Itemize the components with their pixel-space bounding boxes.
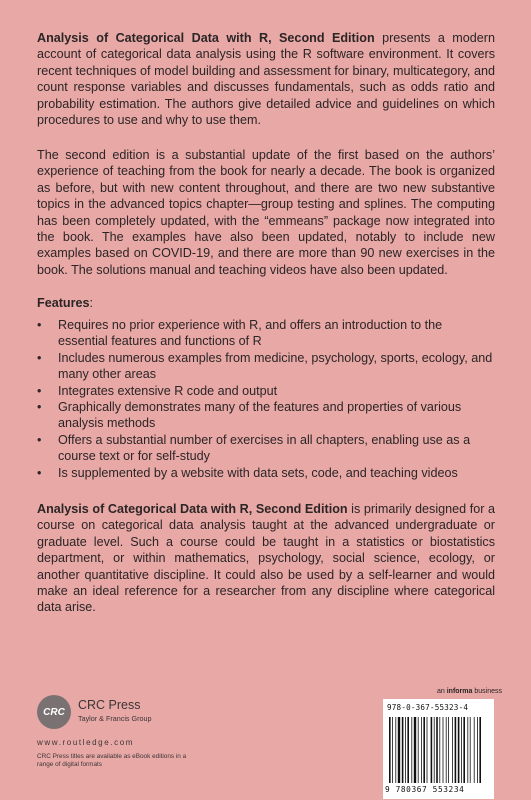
website-link[interactable]: www.routledge.com — [37, 738, 135, 747]
barcode-digits: 9 780367 553234 — [385, 785, 465, 794]
barcode-icon — [387, 717, 490, 783]
bullet-icon: • — [37, 383, 42, 398]
crc-press-logo-icon — [37, 695, 71, 729]
features-title: Features — [37, 296, 90, 310]
feature-item — [37, 317, 495, 350]
informa-prefix: an — [437, 688, 447, 695]
feature-text: Includes numerous examples from medicine, psychology, sports, ecology, and many other areas — [58, 350, 493, 382]
paragraph-text: is primarily designed for a course on categorical data analysis taught at the advanced undergraduate or graduate level. Such a course could be taught in a statistics or biostatistics department, or within mathematics, psychology, social science, ecology, or another quantitative discipline. It could also be used by a self-learner and would make an ideal reference for a researcher from any discipline where categorical data arise. — [37, 502, 495, 615]
feature-text: Requires no prior experience with R, and offers an introduction to the essential features and functions of R — [58, 318, 443, 349]
feature-text: Offers a substantial number of exercises in all chapters, enabling use as a course text or for self-study — [58, 432, 471, 464]
informa-bold: informa — [446, 688, 473, 695]
back-cover-footer — [0, 675, 531, 800]
features-colon: : — [89, 296, 93, 310]
feature-item — [37, 432, 495, 465]
feature-text: Integrates extensive R code and output — [58, 383, 278, 398]
feature-item — [37, 465, 495, 481]
book-title-bold: Analysis of Categorical Data with R, Second Edition — [37, 502, 348, 516]
book-title-bold: Analysis of Categorical Data with R, Second Edition — [37, 31, 375, 45]
features-list — [37, 317, 495, 481]
feature-text: Graphically demonstrates many of the features and properties of various analysis methods — [58, 400, 462, 431]
logo-text: CRC — [43, 706, 65, 718]
description-paragraph-1 — [37, 30, 495, 128]
publisher-group: Taylor & Francis Group — [78, 714, 152, 723]
isbn-number: 978-0-367-55323-4 — [387, 703, 469, 712]
bullet-icon: • — [37, 318, 42, 332]
feature-item — [37, 383, 495, 399]
description-paragraph-3 — [37, 501, 495, 616]
barcode-panel — [383, 699, 494, 799]
publisher-name: CRC Press — [78, 698, 141, 712]
bullet-icon: • — [37, 350, 42, 365]
informa-suffix: business — [472, 688, 502, 695]
paragraph-text: presents a modern account of categorical data analysis using the R software environment. It covers recent techniques of model building and assessment for binary, multicategory, and count response variables and discusses fundamentals, such as odds ratio and probability estimation. The authors give detailed advice and guidelines on which procedures to use and why to use them. — [37, 31, 495, 128]
description-paragraph-2 — [37, 147, 495, 278]
feature-item — [37, 399, 495, 432]
bullet-icon: • — [37, 432, 42, 447]
bullet-icon: • — [37, 400, 42, 415]
ebook-note: CRC Press titles are available as eBook editions in a range of digital formats — [37, 753, 187, 769]
feature-item — [37, 350, 495, 383]
paragraph-text: The second edition is a substantial update of the first based on the authors’ experience of teaching from the book for nearly a decade. The book is organized as before, but with new content throughout, and there are two new substantive topics in the advanced topics chapter—group testing and splines. The computing has been completely updated, with the “emmeans” package now integrated into the book. The examples have also been updated, notably to include new examples based on COVID-19, and there are more than 90 new exercises in the book. The solutions manual and teaching videos have also been updated. — [37, 148, 495, 277]
bullet-icon: • — [37, 465, 42, 480]
informa-business-label — [437, 688, 502, 695]
features-heading — [37, 295, 495, 311]
feature-text: Is supplemented by a website with data sets, code, and teaching videos — [58, 465, 458, 480]
